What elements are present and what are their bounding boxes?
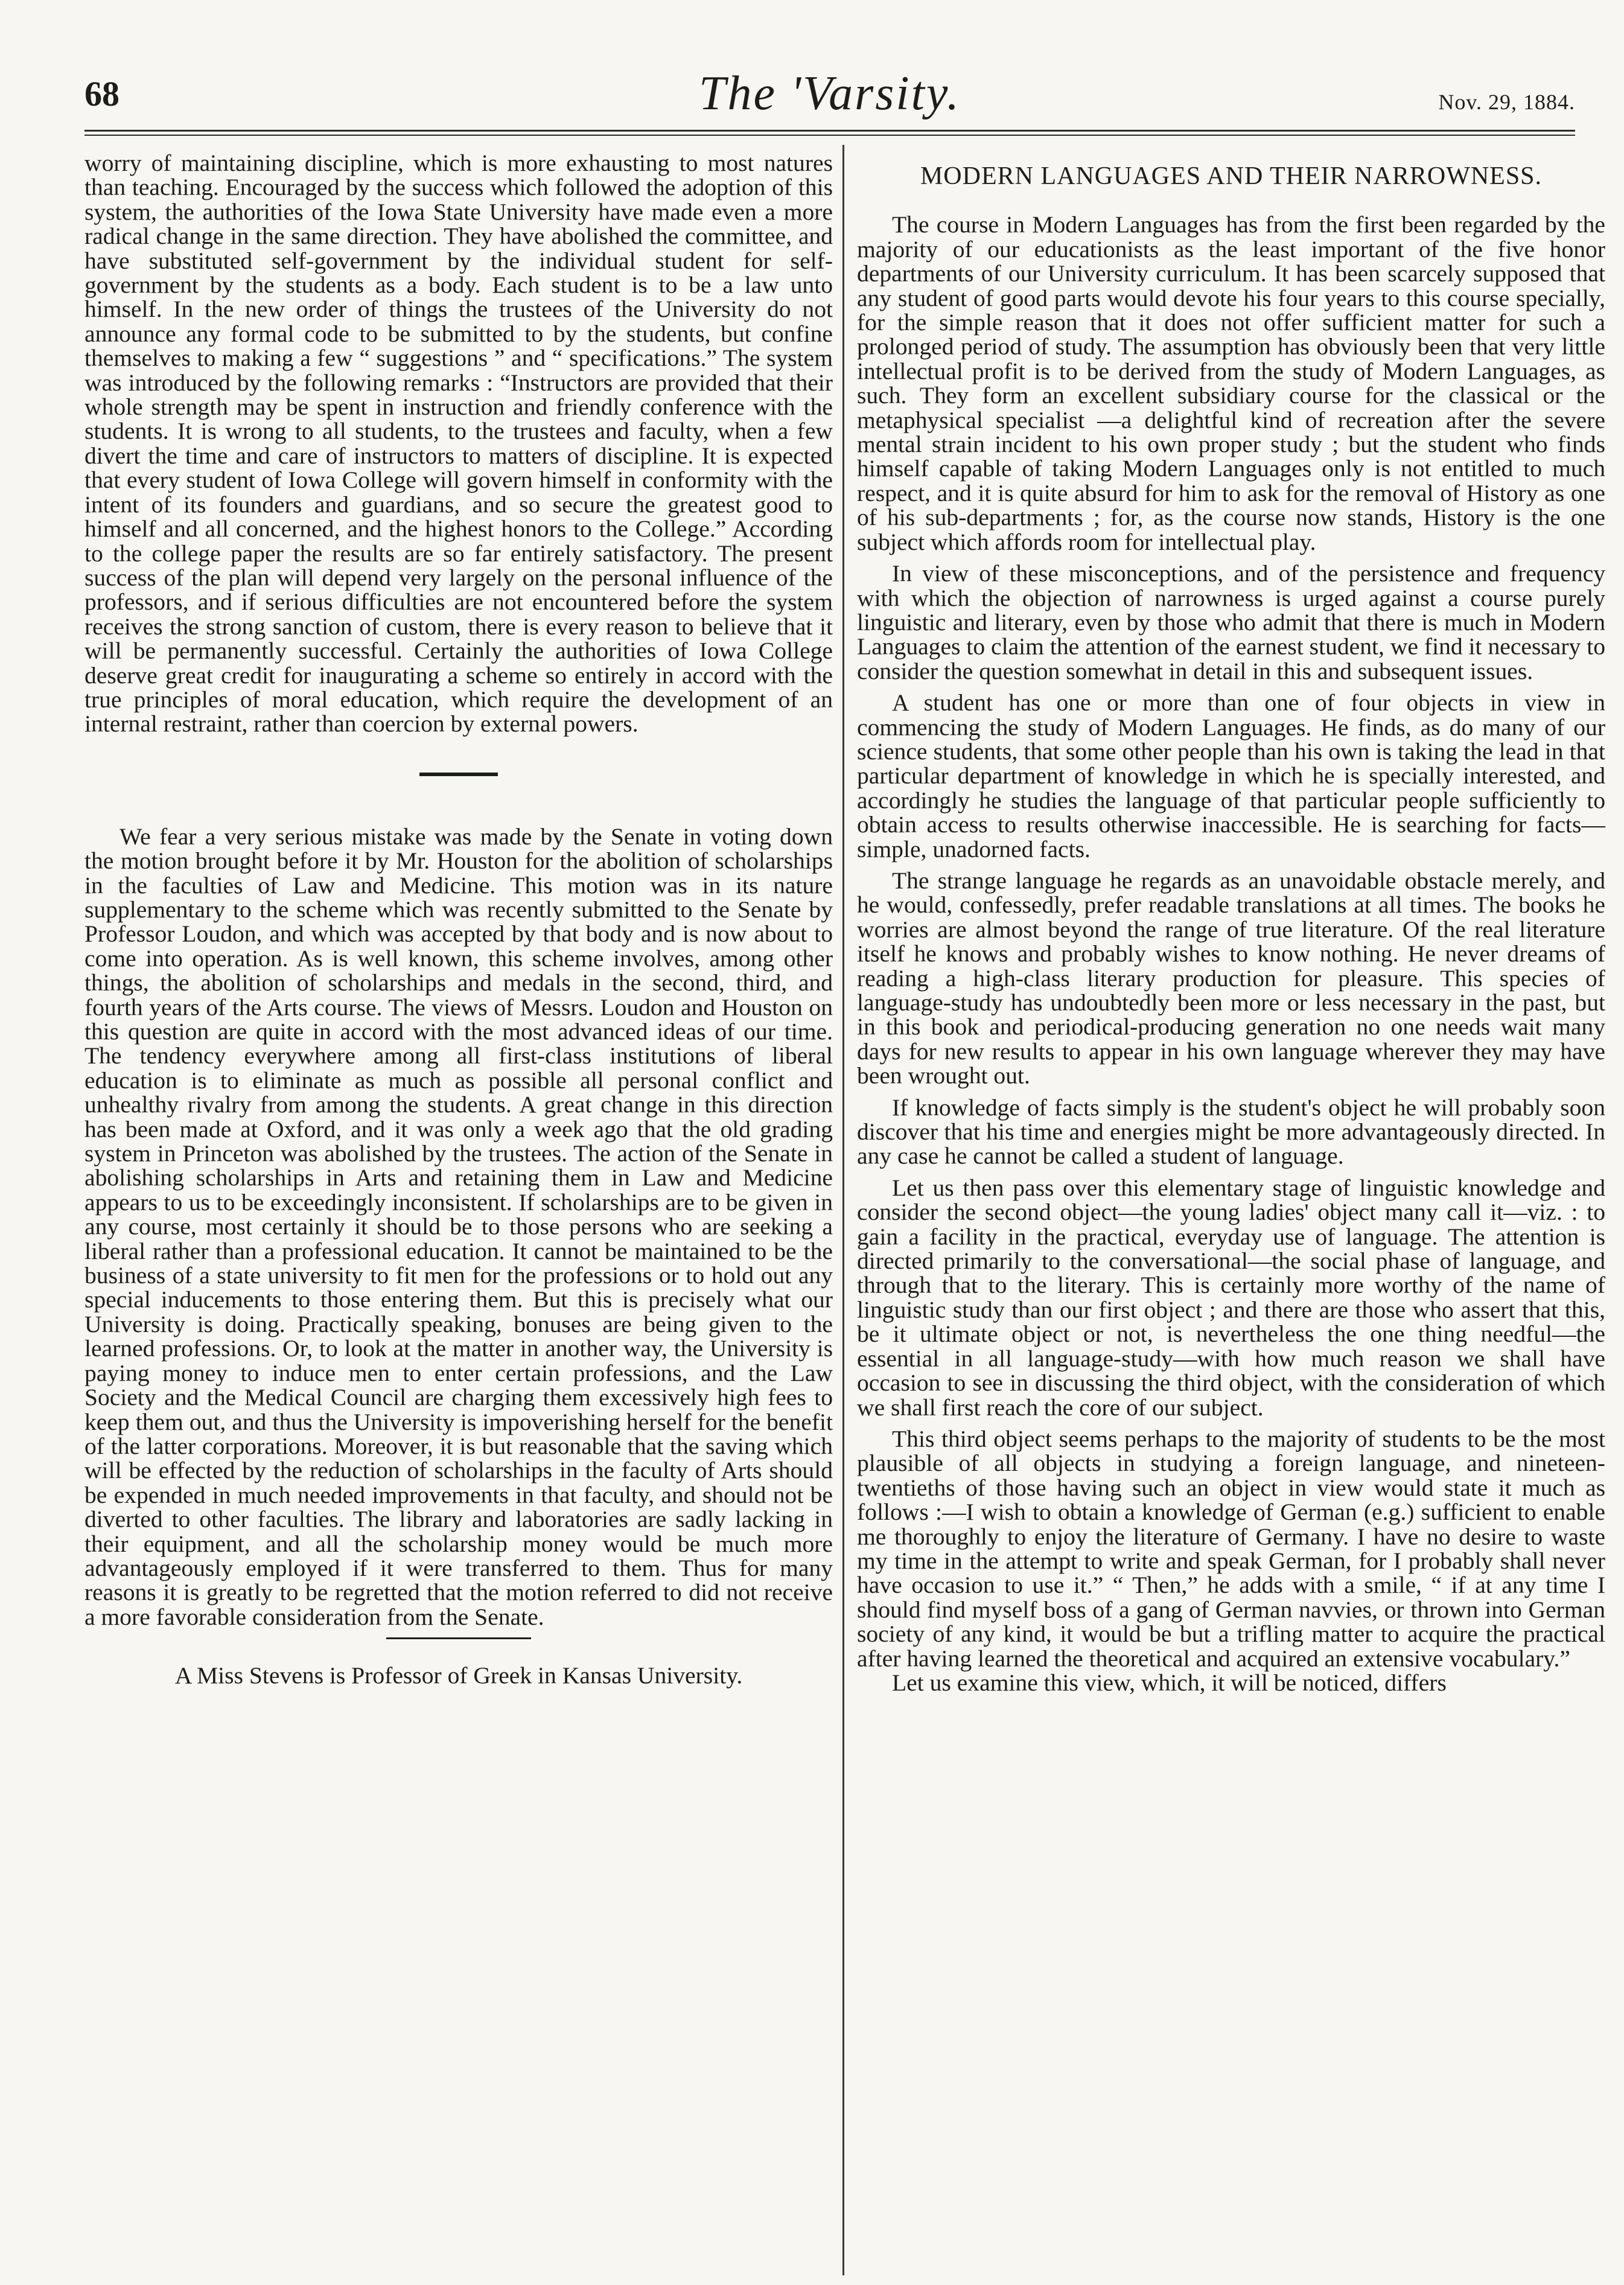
page-header (84, 66, 1575, 127)
issue-date: Nov. 29, 1884. (1438, 90, 1575, 114)
article-paragraph: In view of these misconceptions, and of the persistence and frequency with which the objection of narrowness is urged against a course purely linguistic and literary, even by those who admit that there is much in Modern Languages to claim the attention of the earnest student, we find it necessary to consider the question somewhat in detail in this and subsequent issues. (857, 560, 1605, 684)
article-paragraph: This third object seems perhaps to the majority of students to be the most plausible of all objects in studying a foreign language, and nineteen-twentieths of those having such an object in view would state it much as follows :—I wish to obtain a knowledge of German (e.g.) sufficient to enable me thoroughly to enjoy the literature of Germany. I have no desire to waste my time in the attempt to write and speak German, for I probably shall never have occasion to use it.” “ Then,” he adds with a smile, “ if at any time I should find myself boss of a gang of German navvies, or thrown into German society of any kind, it would be but a trifling matter to acquire the practical after having learned the theoretical and acquired an extensive vocabulary.” (857, 1425, 1605, 1672)
article-paragraph: worry of maintaining discipline, which is more exhausting to most natures than teaching. Encouraged by the success which followed the adoption of this system, the authorities of the Iowa State University have made even a more radical change in the same direction. They have abolished the committee, and have substituted self-government by the individual student for self-government by the students as a body. Each student is to be a law unto himself. In the new order of things the trustees of the University do not announce any formal code to be submitted to by the students, but confine themselves to making a few “ suggestions ” and “ specifications.” The system was introduced by the following remarks : “Instructors are provided that their whole strength may be spent in instruction and friendly conference with the students. It is wrong to all students, to the trustees and faculty, when a few divert the time and care of instructors to matters of discipline. It is expected that every student of Iowa College will govern himself in conformity with the intent of its founders and guardians, and so secure the greatest good to himself and all concerned, and the highest honors to the College.” According to the college paper the results are so far entirely satisfactory. The present success of the plan will depend very largely on the personal influence of the professors, and if serious difficulties are not encountered before the system receives the strong sanction of custom, there is every reason to believe that it will be permanently successful. Certainly the authorities of Iowa College deserve great credit for inaugurating a scheme so entirely in accord with the true principles of moral education, which require the development of an internal restraint, rather than coercion by external powers. (84, 150, 833, 738)
section-spacer (84, 776, 833, 824)
header-rule-double (84, 135, 1575, 136)
article-paragraph: A student has one or more than one of four objects in view in commencing the study of Modern Languages. He finds, as do many of our science students, that some other people than his own is taking the lead in that particular department of knowledge in which he is specially interested, and accordingly he studies the language of that particular people sufficiently to obtain access to results otherwise inaccessible. He is searching for facts—simple, unadorned facts. (857, 689, 1605, 862)
article-paragraph: Let us examine this view, which, it will be noticed, differs (892, 1669, 1447, 1696)
article-paragraph: If knowledge of facts simply is the student's object he will probably soon discover that his time and energies might be more advantageously directed. In any case he cannot be called a student of language. (857, 1094, 1605, 1170)
header-rule (84, 130, 1575, 132)
page-number: 68 (84, 74, 119, 113)
article-paragraph: The strange language he regards as an unavoidable obstacle merely, and he would, confessedly, prefer readable translations at all times. The books he worries are almost beyond the range of true literature. Of the real literature itself he knows and probably wishes to know nothing. He never dreams of reading a high-class literary production for pleasure. This species of language-study has undoubtedly been more or less necessary in the past, but in this book and periodical-producing generation no one needs wait many days for new results to appear in his own language wherever they may have been wrought out. (857, 867, 1605, 1089)
column-divider (842, 145, 844, 2275)
right-column (857, 151, 1605, 1695)
article-title: MODERN LANGUAGES AND THEIR NARROWNESS. (920, 162, 1543, 190)
editorial-paragraph: We fear a very serious mistake was made by the Senate in voting down the motion brought before it by Mr. Houston for the abolition of scholarships in the faculties of Law and Medicine. This motion was in its nature supplementary to the scheme which was recently submitted to the Senate by Professor Loudon, and which was accepted by that body and is now about to come into operation. As is well known, this scheme involves, among other things, the abolition of scholarships and medals in the second, third, and fourth years of the Arts course. The views of Messrs. Loudon and Houston on this question are quite in accord with the most advanced ideas of our time. The tendency everywhere among all first-class institutions of liberal education is to eliminate as much as possible all personal conflict and unhealthy rivalry from among the students. A great change in this direction has been made at Oxford, and it was only a week ago that the old grading system in Princeton was abolished by the trustees. The action of the Senate in abolishing scholarships in Arts and retaining them in Law and Medicine appears to us to be exceedingly inconsistent. If scholarships are to be given in any course, most certainly it should be to those persons who are seeking a liberal rather than a professional education. It cannot be maintained to be the business of a state university to fit men for the professions or to hold out any special inducements to those entering them. But this is precisely what our University is doing. Practically speaking, bonuses are being given to the learned professions. Or, to look at the matter in another way, the University is paying money to induce men to enter certain professions, and the Law Society and the Medical Council are charging them excessively high fees to keep them out, and thus the University is impoverishing herself for the benefit of the latter corporations. Moreover, it is but reasonable that the saving which will be effected by the reduction of scholarships in the faculty of Arts should be expended in much needed improvements in that faculty, and should not be diverted to other faculties. The library and laboratories are sadly lacking in their equipment, and all the scholarship money would be much more advantageously employed if it were transferred to them. Thus for many reasons it is greatly to be regretted that the motion referred to did not receive a more favorable consideration from thе Senate. (84, 823, 833, 1630)
article-paragraph: The course in Modern Languages has from the first been regarded by the majority of our educationists as the least important of the five honor departments of our University curriculum. It has been scarcely supposed that any student of good parts would devote his four years to this course specially, for the simple reason that it does not offer sufficient matter for such a prolonged period of study. The assumption has obviously been that very little intellectual profit is to be derived from the study of Modern Languages, as such. They form an excellent subsidiary course for the classical or the metaphysical specialist —a delightful kind of recreation after the severe mental strain incident to his own proper study ; but the student who finds himself capable of taking Modern Languages only is not entitled to much respect, and it is quite absurd for him to ask for the removal of History as one of his sub-departments ; for, as the course now stands, History is the one subject which affords room for intellectual play. (857, 211, 1605, 555)
short-rule (386, 1637, 531, 1639)
left-column (84, 151, 833, 1688)
news-note: A Miss Stevens is Professor of Greek in Kansas University. (174, 1662, 743, 1689)
masthead-title: The 'Varsity. (699, 67, 961, 120)
article-paragraph: Let us then pass over this elementary stage of linguistic knowledge and consider the second object—the young ladies' object many call it—viz. : to gain a facility in the practical, everyday use of language. The attention is directed primarily to the conversational—the social phase of language, and through that to the literary. This is certainly more worthy of the name of linguistic study than our first object ; and there are those who assert that this, be it ultimate object or not, is nevertheless the one thing needful—the essential in all language-study—with how much reason we shall have occasion to see in discussing the third object, with the consideration of which we shall first reach the core of our subject. (857, 1174, 1605, 1421)
